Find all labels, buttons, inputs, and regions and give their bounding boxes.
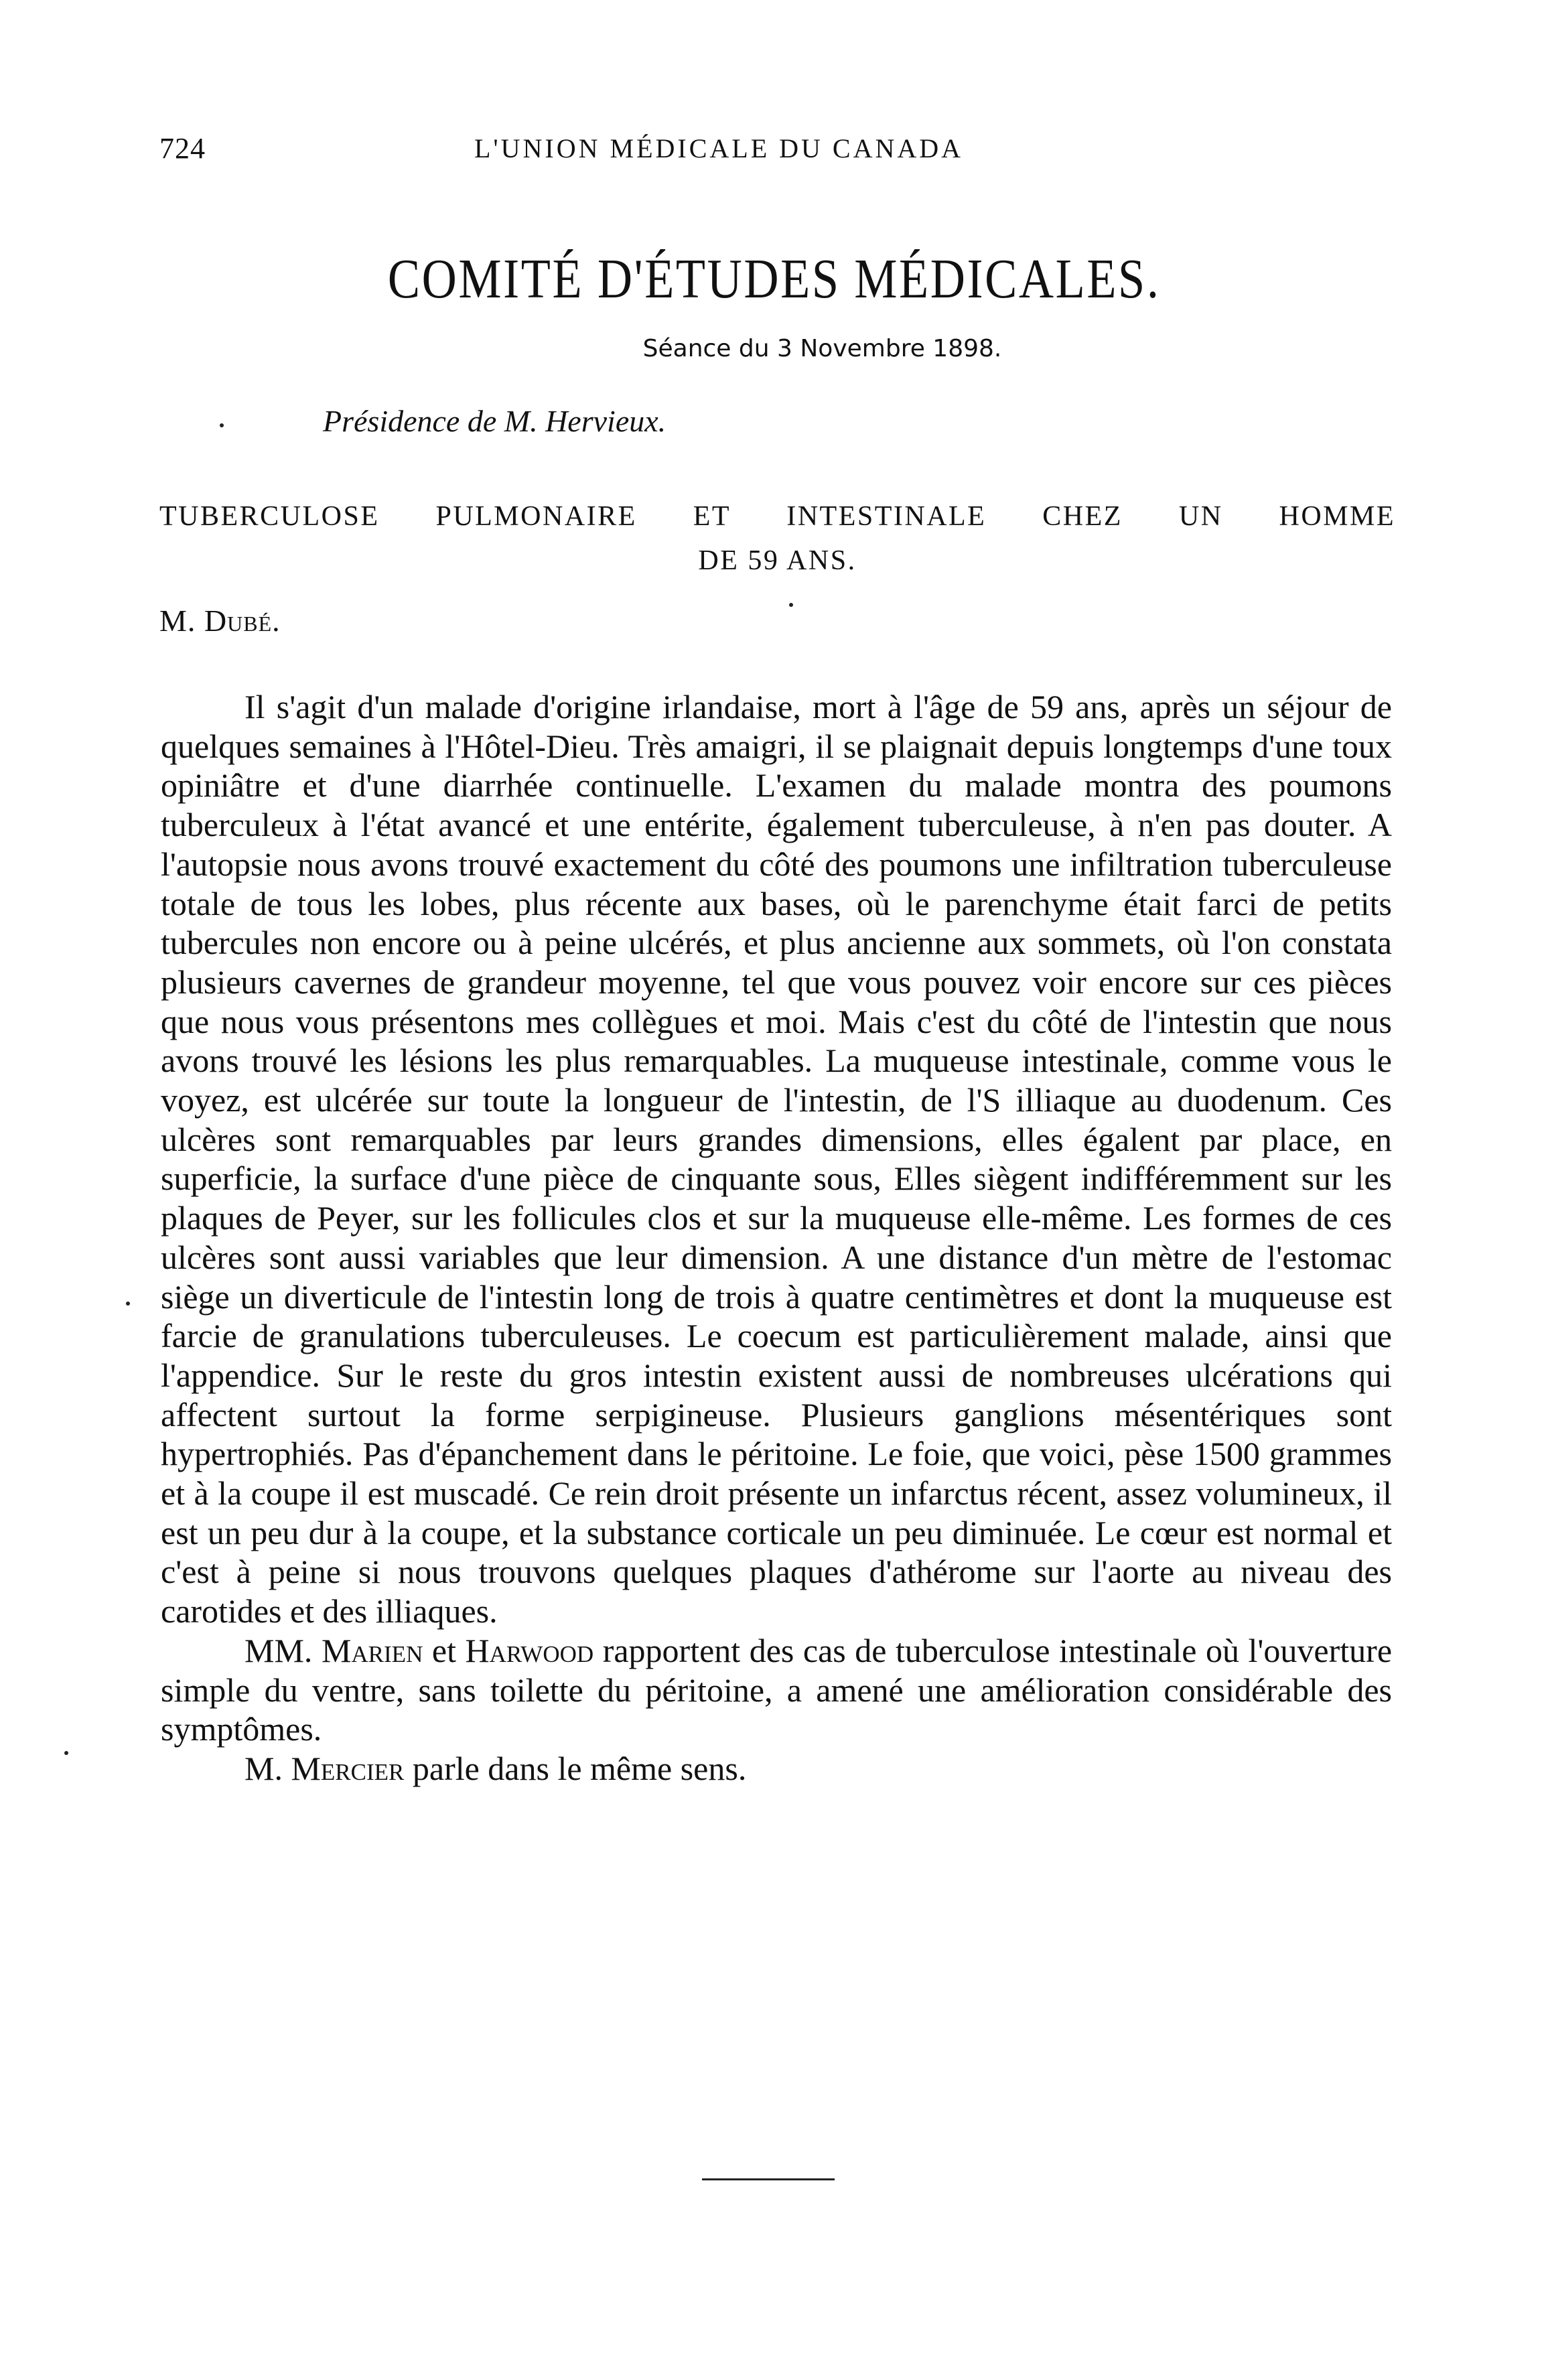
stray-dot-mark [126, 1302, 130, 1306]
paragraph-main: Il s'agit d'un malade d'origine irlandaise, mort à l'âge de 59 ans, après un séjour de quelques semaines à l'Hôtel-Dieu. Très amaigri, il se plaignait depuis longtemps d'une toux opiniâtre et d'une diarrhée continuelle. L'examen du malade montra des poumons tuberculeux à l'état avancé et une entérite, également tuberculeuse, à n'en pas douter. A l'autopsie nous avons trouvé exactement du côté des poumons une infiltration tuberculeuse totale de tous les lobes, plus récente aux bases, où le parenchyme était farci de petits tubercules non encore ou à peine ulcérés, et plus ancienne aux sommets, où l'on constata plusieurs cavernes de grandeur moyenne, tel que vous pouvez voir encore sur ces pièces que nous vous présentons mes collègues et moi. Mais c'est du côté de l'intestin que nous avons trouvé les lésions les plus remarquables. La muqueuse intestinale, comme vous le voyez, est ulcérée sur toute la longueur de l'intestin, de l'S illiaque au duodenum. Ces ulcères sont remarquables par leurs grandes dimensions, elles égalent par place, en superficie, la surface d'une pièce de cinquante sous, Elles siègent indifféremment sur les plaques de Peyer, sur les follicules clos et sur la muqueuse elle-même. Les formes de ces ulcères sont aussi variables que leur dimension. A une distance d'un mètre de l'estomac siège un diverticule de l'intestin long de trois à quatre centimètres et dont la muqueuse est farcie de granulations tuberculeuses. Le coecum est particulièrement malade, ainsi que l'appendice. Sur le reste du gros intestin existent aussi de nombreuses ulcérations qui affectent surtout la forme serpigineuse. Plusieurs ganglions mésentériques sont hypertrophiés. Pas d'épanchement dans le péritoine. Le foie, que voici, pèse 1500 grammes et à la coupe il est muscadé. Ce rein droit présente un infarctus récent, assez volumineux, il est un peu dur à la coupe, et la substance corticale un peu diminuée. Le cœur est normal et c'est à peine si nous trouvons quelques plaques d'athérome sur l'aorte au niveau des carotides et des illiaques. [161, 688, 1392, 1630]
case-title-line-1: TUBERCULOSE PULMONAIRE ET INTESTINALE CHEZ UN HOMME [159, 501, 1395, 532]
page-number: 724 [159, 132, 206, 165]
body-text [161, 687, 1392, 1789]
p3-text: parle dans le même sens. [412, 1749, 747, 1787]
presidency-line: Présidence de M. Hervieux. [323, 404, 666, 438]
stray-dot-mark [789, 603, 793, 607]
p2-prefix: MM. [244, 1631, 313, 1669]
speaker-name: Dubé. [204, 604, 281, 638]
p2-name-marien: Marien [321, 1631, 423, 1669]
p2-text: rapportent des cas de tuberculose intestinale où l'ouverture simple du ventre, sans toilette du péritoine, a amené une amélioration considérable des symptômes. [161, 1631, 1393, 1748]
journal-title: L'UNION MÉDICALE DU CANADA [474, 133, 964, 163]
paragraph-marien-harwood [161, 1631, 1392, 1749]
case-title [159, 494, 1395, 583]
speaker-abbrev: M. [159, 604, 196, 638]
p2-name-harwood: Harwood [465, 1631, 594, 1669]
session-date: Séance du 3 Novembre 1898. [642, 335, 1002, 362]
stray-dot-mark [64, 1751, 68, 1755]
p3-prefix: M. [244, 1749, 283, 1787]
stray-dot-mark [220, 423, 224, 427]
p3-name-mercier: Mercier [291, 1749, 405, 1787]
speaker-heading [159, 603, 281, 638]
paragraph-mercier [161, 1749, 1392, 1789]
case-title-line-2: DE 59 ANS. [698, 545, 857, 576]
p2-connector: et [431, 1631, 456, 1669]
running-head [159, 131, 1395, 171]
end-rule [702, 2178, 835, 2180]
section-title: COMITÉ D'ÉTUDES MÉDICALES. [387, 248, 1161, 310]
